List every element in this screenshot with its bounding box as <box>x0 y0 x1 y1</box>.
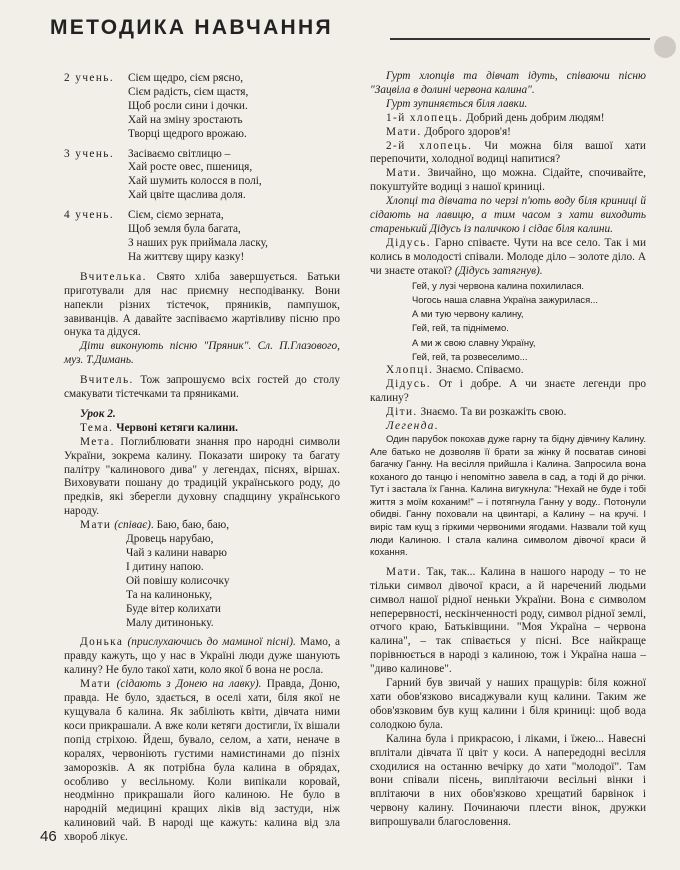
stanza-speaker: 3 учень. <box>64 147 115 160</box>
stanza-speaker: 4 учень. <box>64 209 115 222</box>
verse-line: Баю, баю, баю, <box>156 519 230 532</box>
remark-text: Свято хліба завершується. Батьки приготували для нас приємну несподіванку. Вони напекли різних тістечок, пряників, пампушок, завиванців. А давайте заспіваємо жартівливу пісню про онука та дідуся. <box>64 270 340 339</box>
label: Мета. <box>80 435 115 448</box>
remark-text: Гарно співаєте. Чути на все село. Так і ми колись в молодості співали. Молоде діло – золоте діло. А чи знаєте отакої? <box>370 236 646 277</box>
label: Тема. <box>80 421 114 434</box>
speaker: Мати <box>80 678 112 691</box>
verse-line: Сієм щедро, сієм рясно, <box>128 72 244 84</box>
remark-text: Добрий день добрим людям! <box>465 111 605 124</box>
speaker: 1-й хлопець. <box>386 111 464 124</box>
page-number: 46 <box>40 828 57 845</box>
stage-note: (Дідусь затягнув). <box>454 264 543 277</box>
speaker: 2-й хлопець. <box>386 139 473 152</box>
paragraph: Гарний був звичай у наших пращурів: біля кожної хати обов'язково висаджували кущ калини. Таким же обов'язковим був кущ калини і біля криниці: щоб вода солодкою була. <box>370 677 646 731</box>
stanza-lines <box>128 72 340 142</box>
verse-line: Щоб земля була багата, <box>128 223 241 236</box>
stage-note: (сідають з Донею на лавку). <box>116 678 262 691</box>
stanza-4 <box>64 209 340 265</box>
stanza-2 <box>64 72 340 142</box>
remark-text: Так, так... Калина в нашого народу – то не тільки символ дівочої краси, а й наречений людьми символ нашої рідної неньки України. Вона є символом неперервності, нескінченності роду, символ рідної землі, отчого краю, Батьківщини. "Моя Україна – червона калина", – так співається у пісні. Все найкраще порівнюється в народі з калиною, тож і Україна наша – "диво калинове". <box>370 565 646 676</box>
grandpa-remark <box>370 378 646 406</box>
speaker: Мати. <box>386 167 422 180</box>
mother-song-intro: Мати (співає). Баю, баю, баю, <box>80 519 230 532</box>
verse-line: Малу дитиноньку. <box>126 616 214 629</box>
verse-line: Сієм радість, сієм щастя, <box>128 85 249 98</box>
song-line: А ми тую червону калину, <box>412 308 524 320</box>
speaker: Діти. <box>386 406 418 419</box>
folk-song <box>412 279 646 365</box>
remark-text: От і добре. А чи знаєте легенди про калину? <box>370 378 646 405</box>
song-line: Гей, гей, та піднімемо. <box>412 322 509 334</box>
verse-line: Ой повішу колисочку <box>126 574 230 587</box>
remark-text: Тож запрошуємо всіх гостей до столу смакувати тістечками та пряниками. <box>64 374 340 401</box>
legend-heading: Легенда. <box>386 420 440 432</box>
verse-line: Чай з калини наварю <box>126 547 227 559</box>
remark-text: Звичайно, що можна. Сідайте, спочивайте, покуштуйте водиці з нашої криниці. <box>370 167 646 194</box>
stanza-lines <box>128 209 340 265</box>
verse-line: Щоб росли сини і дочки. <box>128 99 248 112</box>
mother-remark <box>370 126 646 140</box>
stanza-speaker: 2 учень. <box>64 72 115 84</box>
speaker: Мати. <box>386 125 422 138</box>
song-line: Гей, у лузі червона калина похилилася. <box>412 279 585 291</box>
stanza-lines <box>128 148 340 204</box>
grandpa-remark <box>370 237 646 279</box>
remark-text: Мамо, а правду кажуть, що у нас в Україні люди дуже шанують калину? Не було такої хати, коло якої б вона не росла. <box>64 636 340 677</box>
verse-line: Хай росте овес, пшениця, <box>128 161 253 174</box>
verse-line: Дровець нарубаю, <box>126 533 214 546</box>
boy1-remark <box>370 112 646 126</box>
song-line: Чогось наша славна Україна зажурилася... <box>412 293 598 305</box>
remark-text: Знаємо. Співаємо. <box>436 364 524 377</box>
remark-text: Правда, Доню, правда. Не було, здається, в оселі хати, біля якої не кущувала б калина. Як забіліють квіти, дівчата ними коси прикрашали. А вже коли кетяги достигли, їх вішали попід стріхою. Йдеш, бувало, селом, а хати, неначе в коралях, червоніють густими намистинами до пізніх заморозків. А як потрібна була калина в обрядах, особливо у весільному. Коли випікали коровай, неодмінно прикрашали його калиною. Не було в народній медицині кращих ліків від застуди, ніж калиновий чай. В народі ще кажуть: калина від зла хвороб лікує. <box>64 678 341 844</box>
verse-line: На життєву щиру казку! <box>128 250 245 263</box>
song-line: А ми ж свою славну Україну, <box>412 336 536 348</box>
goal-text: Поглиблювати знання про народні символи України, зокрема калину. Показати широку та багату палітру "калинового дива" у легендах, піснях, віршах. Виховувати пошану до традицій українського роду, до предків, які зберегли духовну спадщину українського народу. <box>64 435 340 518</box>
mother-remark <box>64 678 340 845</box>
lullaby-verse <box>126 533 340 630</box>
page-header <box>50 16 650 46</box>
speaker: Дідусь. <box>386 378 432 391</box>
lesson-topic <box>64 422 340 436</box>
speaker: Дідусь. <box>386 236 432 249</box>
daughter-remark <box>64 636 340 678</box>
mother-remark <box>370 566 646 677</box>
mother-remark <box>370 167 646 195</box>
song-line: Гей, гей, та розвеселимо... <box>412 351 528 363</box>
speaker: Донька <box>80 636 124 649</box>
stanza-3 <box>64 148 340 204</box>
speaker: Мати. <box>386 565 422 578</box>
verse-line: Та на калиноньку, <box>126 588 213 601</box>
verse-line: З наших рук приймала ласку, <box>128 236 269 249</box>
stage-direction: Діти виконують пісню "Пряник". Сл. П.Глазового, муз. Т.Димань. <box>64 340 340 367</box>
stage-note: (співає) <box>114 519 151 532</box>
remark-text: Знаємо. Та ви розкажіть свою. <box>420 406 567 419</box>
verse-line: Хай шумить колосся в полі, <box>128 175 262 188</box>
header-rule <box>390 38 650 40</box>
verse-line: Буде вітер колихати <box>126 602 221 615</box>
speaker: Вчителька. <box>80 270 147 283</box>
lesson-heading: Урок 2. <box>80 407 116 420</box>
speaker: Хлопці. <box>386 364 434 377</box>
boys-remark <box>370 364 646 378</box>
verse-line: І дитину напою. <box>126 560 204 573</box>
verse-line: Сієм, сіємо зерната, <box>128 209 224 222</box>
page-corner-mark <box>654 36 676 58</box>
legend-text: Один парубок покохав дуже гарну та бідну дівчину Калину. Але батько не дозволяв її брати за жінку й посватав синові багачку Ганну. На весілля прийшла і Калина. Запросила вона коханого до танцю і непомітно завела в сад, а тоді й до річки. Тут і застала їх Ганна. Калина вигукнула: "Нехай не буде і тобі життя з моїм коханим!" – і потягнула Ганну у воду.. Потонули обидві. Ганну поховали на цвинтарі, а Калину – на кручі. І виріс там кущ з гіркими червоними ягодами. Назвали той кущ люди Калиною. І стала калина символом дівочої краси й кохання. <box>370 433 646 559</box>
teacher-remark <box>64 271 340 341</box>
stage-note: (прислухаючись до маминої пісні). <box>127 636 296 649</box>
speaker: Вчитель. <box>80 374 134 387</box>
lesson-goal <box>64 436 340 519</box>
speaker: Мати <box>80 519 112 532</box>
verse-line: Хай цвіте щаслива доля. <box>128 189 246 202</box>
teacher-remark <box>64 374 340 402</box>
kids-remark <box>370 406 646 420</box>
verse-line: Творці щедрого врожаю. <box>128 127 247 140</box>
left-column <box>64 70 340 845</box>
remark-text: Чи можна біля вашої хати перепочити, холодної водиці напитися? <box>370 139 646 166</box>
topic-text: Червоні кетяги калини. <box>116 421 238 434</box>
stage-direction: Гурт хлопців та дівчат ідуть, співаючи пісню "Зацвіла в долині червона калина". <box>370 70 646 96</box>
verse-line: Засіваємо світлицю – <box>128 147 231 160</box>
remark-text: Доброго здоров'я! <box>424 125 511 138</box>
boy2-remark <box>370 140 646 168</box>
stage-direction: Гурт зупиняється біля лавки. <box>386 97 528 110</box>
right-column <box>370 70 646 830</box>
section-title: МЕТОДИКА НАВЧАННЯ <box>50 16 333 39</box>
verse-line: Хай на зміну зростають <box>128 113 243 126</box>
stage-direction: Хлопці та дівчата по черзі п'ють воду біля криниці й сідають на лавицю, а тим часом з хати виходить старенький Дідусь із паличкою і сідає біля калини. <box>370 195 646 235</box>
paragraph: Калина була і прикрасою, і ліками, і їжею... Навесні вплітали дівчата її цвіт у коси. А напередодні весілля сходилися на останню вечірку до хати "молодої". Там вони співали пісень, виплітаючи весільні вінки і вплітаючи в них обов'язково хрещатий барвінок і червону калину. Починаючи плести вінок, дружки випрошували благословення. <box>370 732 646 829</box>
